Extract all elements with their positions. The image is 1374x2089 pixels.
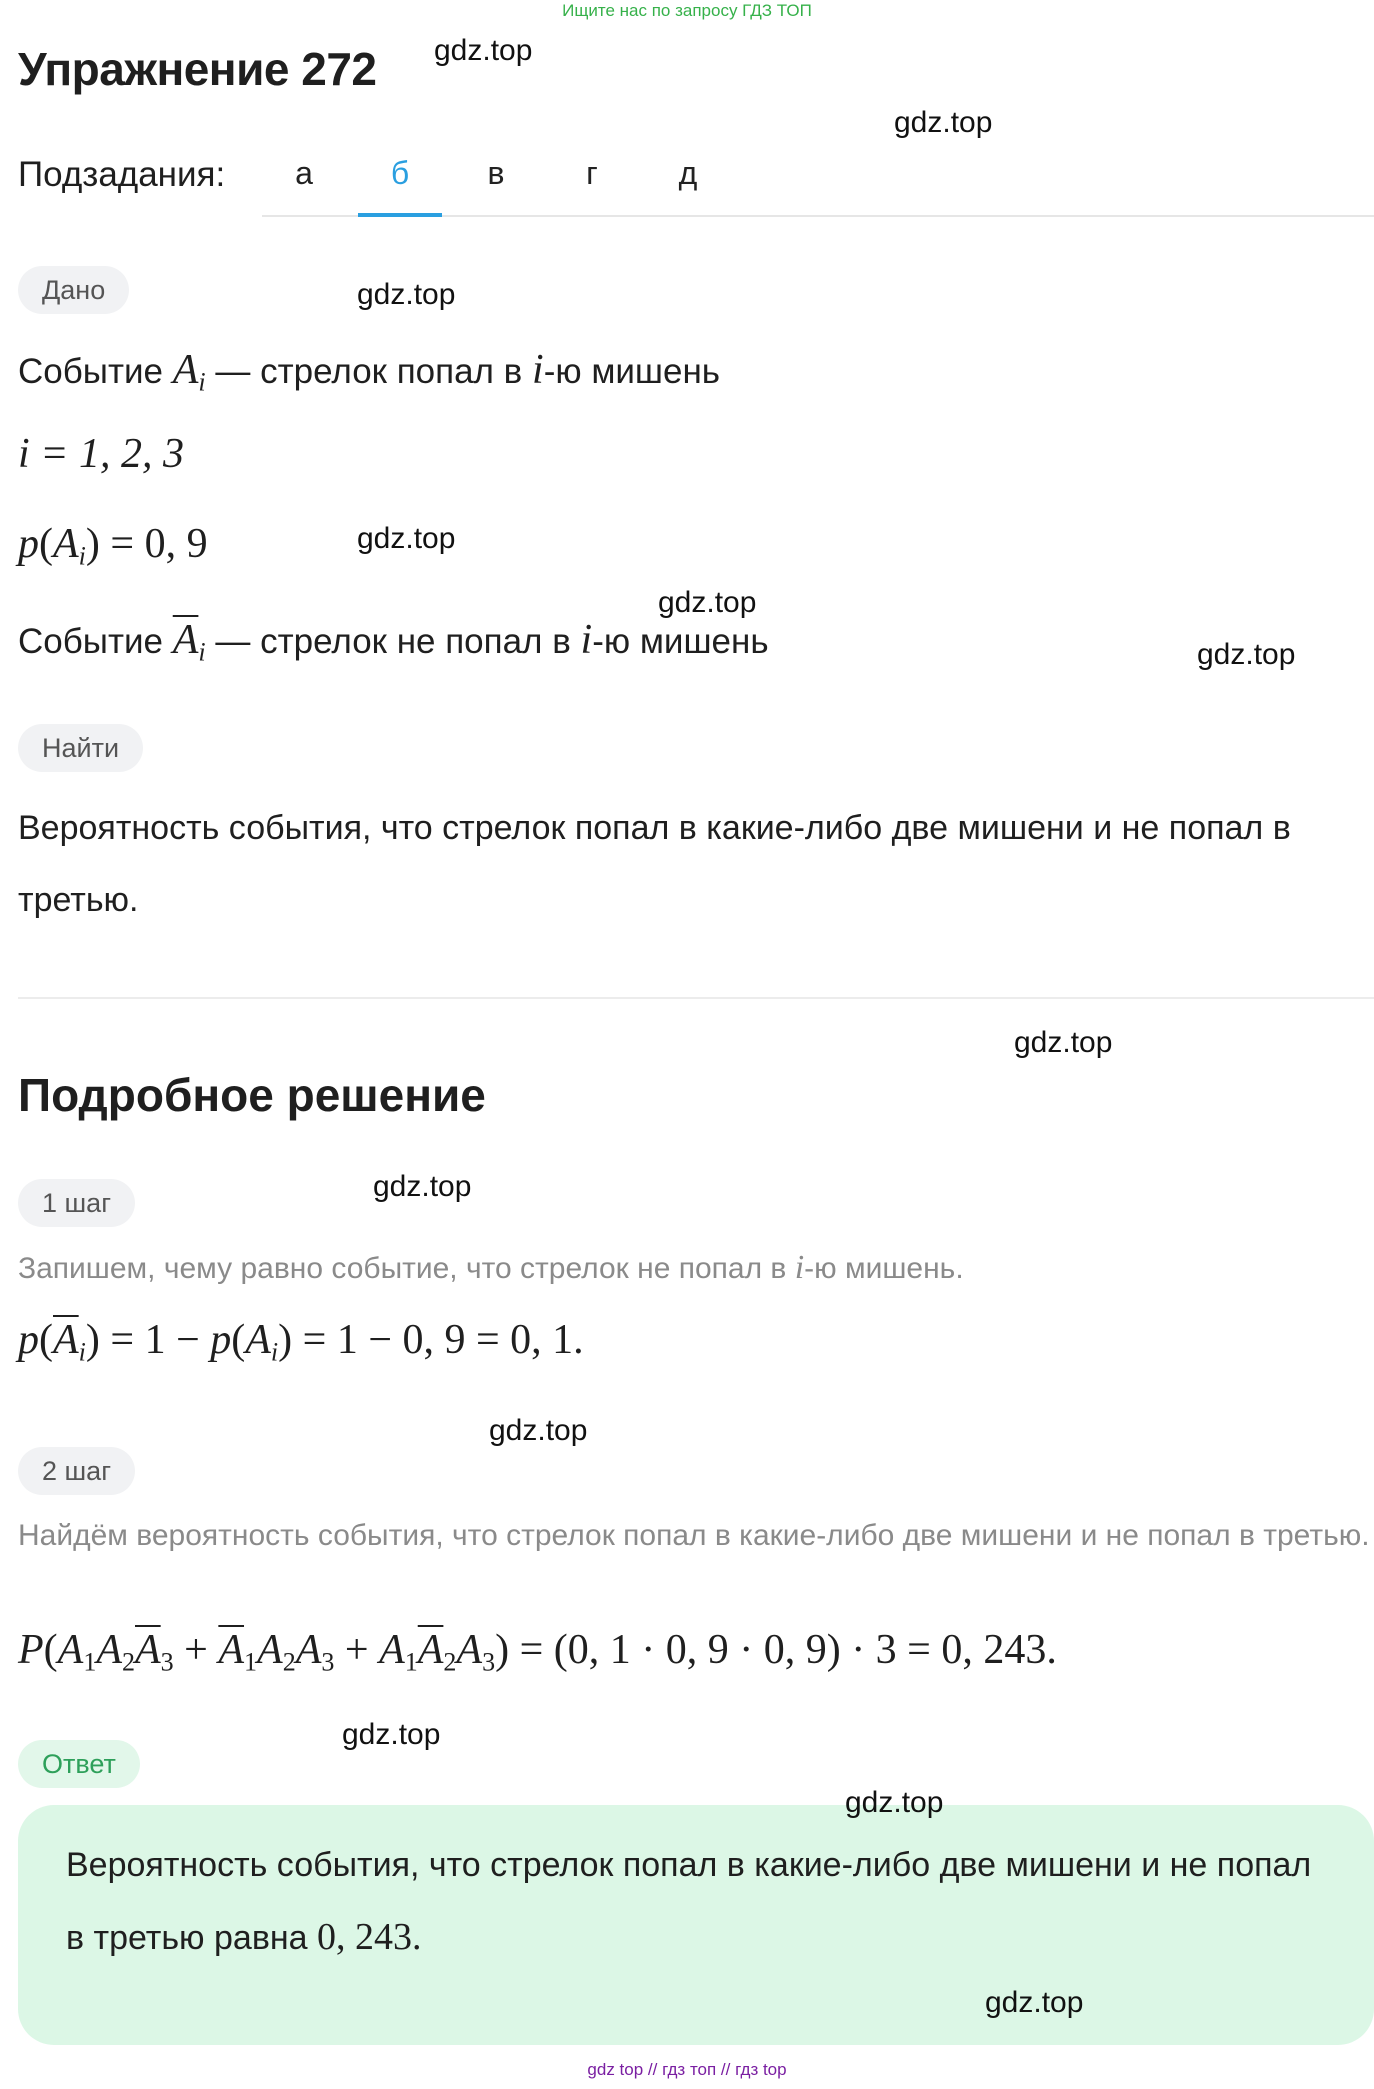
step2-text: Найдём вероятность события, что стрелок попал в какие-либо две мишени и не попал в третью. [18, 1519, 1370, 1552]
answer-text: Вероятность события, что стрелок попал в какие-либо две мишени и не попал в третью равна 0, 243. [66, 1846, 1312, 1958]
given-i-range: i = 1, 2, 3 [18, 431, 185, 477]
event-symbol: $A_i$ [172, 347, 206, 397]
watermark: gdz.top [357, 522, 456, 555]
footer-links[interactable]: gdz top // гдз топ // гдз top [587, 2060, 787, 2079]
subtasks-tabs [262, 140, 1374, 217]
subtasks-label: Подзадания: [18, 155, 226, 194]
answer-pill: Ответ [18, 1740, 140, 1788]
find-pill: Найти [18, 724, 143, 772]
solution-heading: Подробное решение [18, 1069, 486, 1121]
tab-d[interactable]: д [678, 155, 698, 191]
watermark: gdz.top [1197, 638, 1296, 671]
step1-formula: $p(\overline{A}_i) = 1 - p(A_i) = 1 - 0$, 9 = 0, 1. [18, 1317, 584, 1367]
tab-a[interactable]: а [295, 155, 313, 191]
watermark: gdz.top [357, 278, 456, 311]
top-banner[interactable]: Ищите нас по запросу ГДЗ ТОП [562, 1, 812, 20]
watermark: gdz.top [342, 1718, 441, 1751]
step2-pill: 2 шаг [18, 1447, 135, 1495]
watermark: gdz.top [894, 106, 993, 139]
page-title: Упражнение 272 [18, 43, 377, 95]
step1-pill: 1 шаг [18, 1179, 135, 1227]
step2-formula: $P(A_1A_2\overline{A}_3 + \overline{A}_1A_2A_3 + A_1\overline{A}_2A_3) = (0$, 1 · 0, 9 · 0, 9) · 3 = 0, 243. [18, 1627, 1057, 1677]
given-probability: $p(A_i) = 0$, 9 [18, 521, 208, 571]
tab-v[interactable]: в [487, 155, 505, 191]
given-neg-event-line: Событие $\overline{A}_i$ — стрелок не попал в i-ю мишень [18, 617, 769, 667]
watermark: gdz.top [658, 586, 757, 619]
tab-b[interactable]: б [358, 155, 442, 217]
step1-text: Запишем, чему равно событие, что стрелок не попал в i-ю мишень. [18, 1249, 964, 1286]
watermark: gdz.top [985, 1986, 1084, 2019]
answer-box [18, 1805, 1374, 2045]
neg-event-symbol: $\overline{A}_i$ [172, 617, 206, 667]
find-text: Вероятность события, что стрелок попал в какие-либо две мишени и не попал в третью. [18, 809, 1291, 919]
section-divider [18, 997, 1374, 999]
watermark: gdz.top [1014, 1026, 1113, 1059]
watermark: gdz.top [845, 1786, 944, 1819]
tab-g[interactable]: г [586, 155, 598, 191]
watermark: gdz.top [434, 34, 533, 67]
given-pill: Дано [18, 266, 129, 314]
watermark: gdz.top [489, 1414, 588, 1447]
answer-value: 0, 243. [317, 1916, 422, 1958]
given-event-line: Событие $A_i$ — стрелок попал в i-ю мишень [18, 347, 721, 397]
watermark: gdz.top [373, 1170, 472, 1203]
